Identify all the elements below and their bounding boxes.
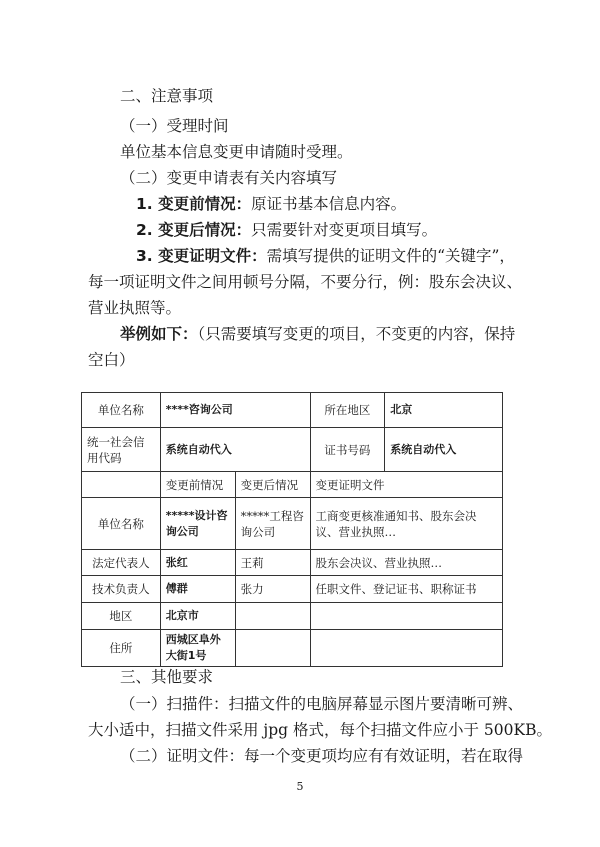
table-cell: 系统自动代入 (160, 428, 310, 472)
item-3-end: 营业执照等。 (88, 299, 182, 317)
table-cell: 张力 (235, 576, 310, 603)
item-3 (136, 245, 515, 267)
table-cell (310, 603, 503, 630)
item-1 (136, 193, 406, 215)
table-header-cell: 变更后情况 (235, 472, 310, 498)
table-cell: 住所 (82, 630, 161, 667)
table-row (82, 630, 503, 667)
table-cell: ****咨询公司 (160, 393, 310, 428)
table-cell: 单位名称 (82, 393, 161, 428)
example-line (120, 323, 515, 345)
requirement-1: （一）扫描件：扫描文件的电脑屏幕显示图片要清晰可辨、 (120, 695, 524, 713)
table-cell: 所在地区 (310, 393, 385, 428)
example-label: 举例如下： (120, 325, 198, 343)
table-header-cell: 变更证明文件 (310, 472, 503, 498)
table-cell: 地区 (82, 603, 161, 630)
table-cell: 单位名称 (82, 498, 161, 550)
table-cell: 股东会决议、营业执照… (310, 550, 503, 576)
table-cell: 北京 (385, 393, 503, 428)
table-cell: 法定代表人 (82, 550, 161, 576)
table-header-cell: 变更前情况 (160, 472, 235, 498)
table-cell: 工商变更核准通知书、股东会决议、营业执照… (310, 498, 503, 550)
table-row (82, 498, 503, 550)
example-end: 空白） (88, 351, 135, 369)
requirement-2: （二）证明文件：每一个变更项均应有有效证明，若在取得 (120, 747, 524, 765)
item-2 (136, 219, 437, 241)
table-cell: 统一社会信用代码 (82, 428, 161, 472)
table-row (82, 603, 503, 630)
table-header-row (82, 472, 503, 498)
table-cell: 任职文件、登记证书、职称证书 (310, 576, 503, 603)
table-cell (235, 603, 310, 630)
section-3-heading: 三、其他要求 (120, 668, 214, 686)
table-cell: 王莉 (235, 550, 310, 576)
example-text: （只需要填写变更的项目，不变更的内容，保持 (197, 325, 516, 343)
item-3-continued: 每一项证明文件之间用顿号分隔，不要分行，例：股东会决议、 (88, 273, 523, 291)
table-cell: *****工程咨询公司 (235, 498, 310, 550)
example-table (81, 392, 503, 667)
item-2-text: 只需要针对变更项目填写。 (251, 221, 438, 239)
item-3-text: 需填写提供的证明文件的“关键字”， (266, 247, 515, 265)
table-row (82, 393, 503, 428)
table-cell (235, 630, 310, 667)
subsection-1-heading: （一）受理时间 (120, 117, 229, 135)
table-cell: 系统自动代入 (385, 428, 503, 472)
table-cell: 张红 (160, 550, 235, 576)
table-cell: 西城区阜外大街1号 (160, 630, 235, 667)
item-1-text: 原证书基本信息内容。 (251, 195, 407, 213)
table-cell: 北京市 (160, 603, 235, 630)
item-3-label: 3. 变更证明文件： (136, 247, 267, 265)
table-cell: 技术负责人 (82, 576, 161, 603)
table-cell: *****设计咨询公司 (160, 498, 235, 550)
item-2-label: 2. 变更后情况： (136, 221, 252, 239)
section-2-heading: 二、注意事项 (120, 87, 214, 105)
table-row (82, 576, 503, 603)
table-cell (82, 472, 161, 498)
table-row (82, 550, 503, 576)
table-cell: 傅群 (160, 576, 235, 603)
table-cell: 证书号码 (310, 428, 385, 472)
requirement-1-continued: 大小适中，扫描文件采用 jpg 格式，每个扫描文件应小于 500KB。 (88, 721, 552, 739)
subsection-2-heading: （二）变更申请表有关内容填写 (120, 169, 338, 187)
page-number: 5 (296, 780, 304, 793)
item-1-label: 1. 变更前情况： (136, 195, 252, 213)
table-cell (310, 630, 503, 667)
subsection-1-text: 单位基本信息变更申请随时受理。 (120, 143, 353, 161)
table-row (82, 428, 503, 472)
